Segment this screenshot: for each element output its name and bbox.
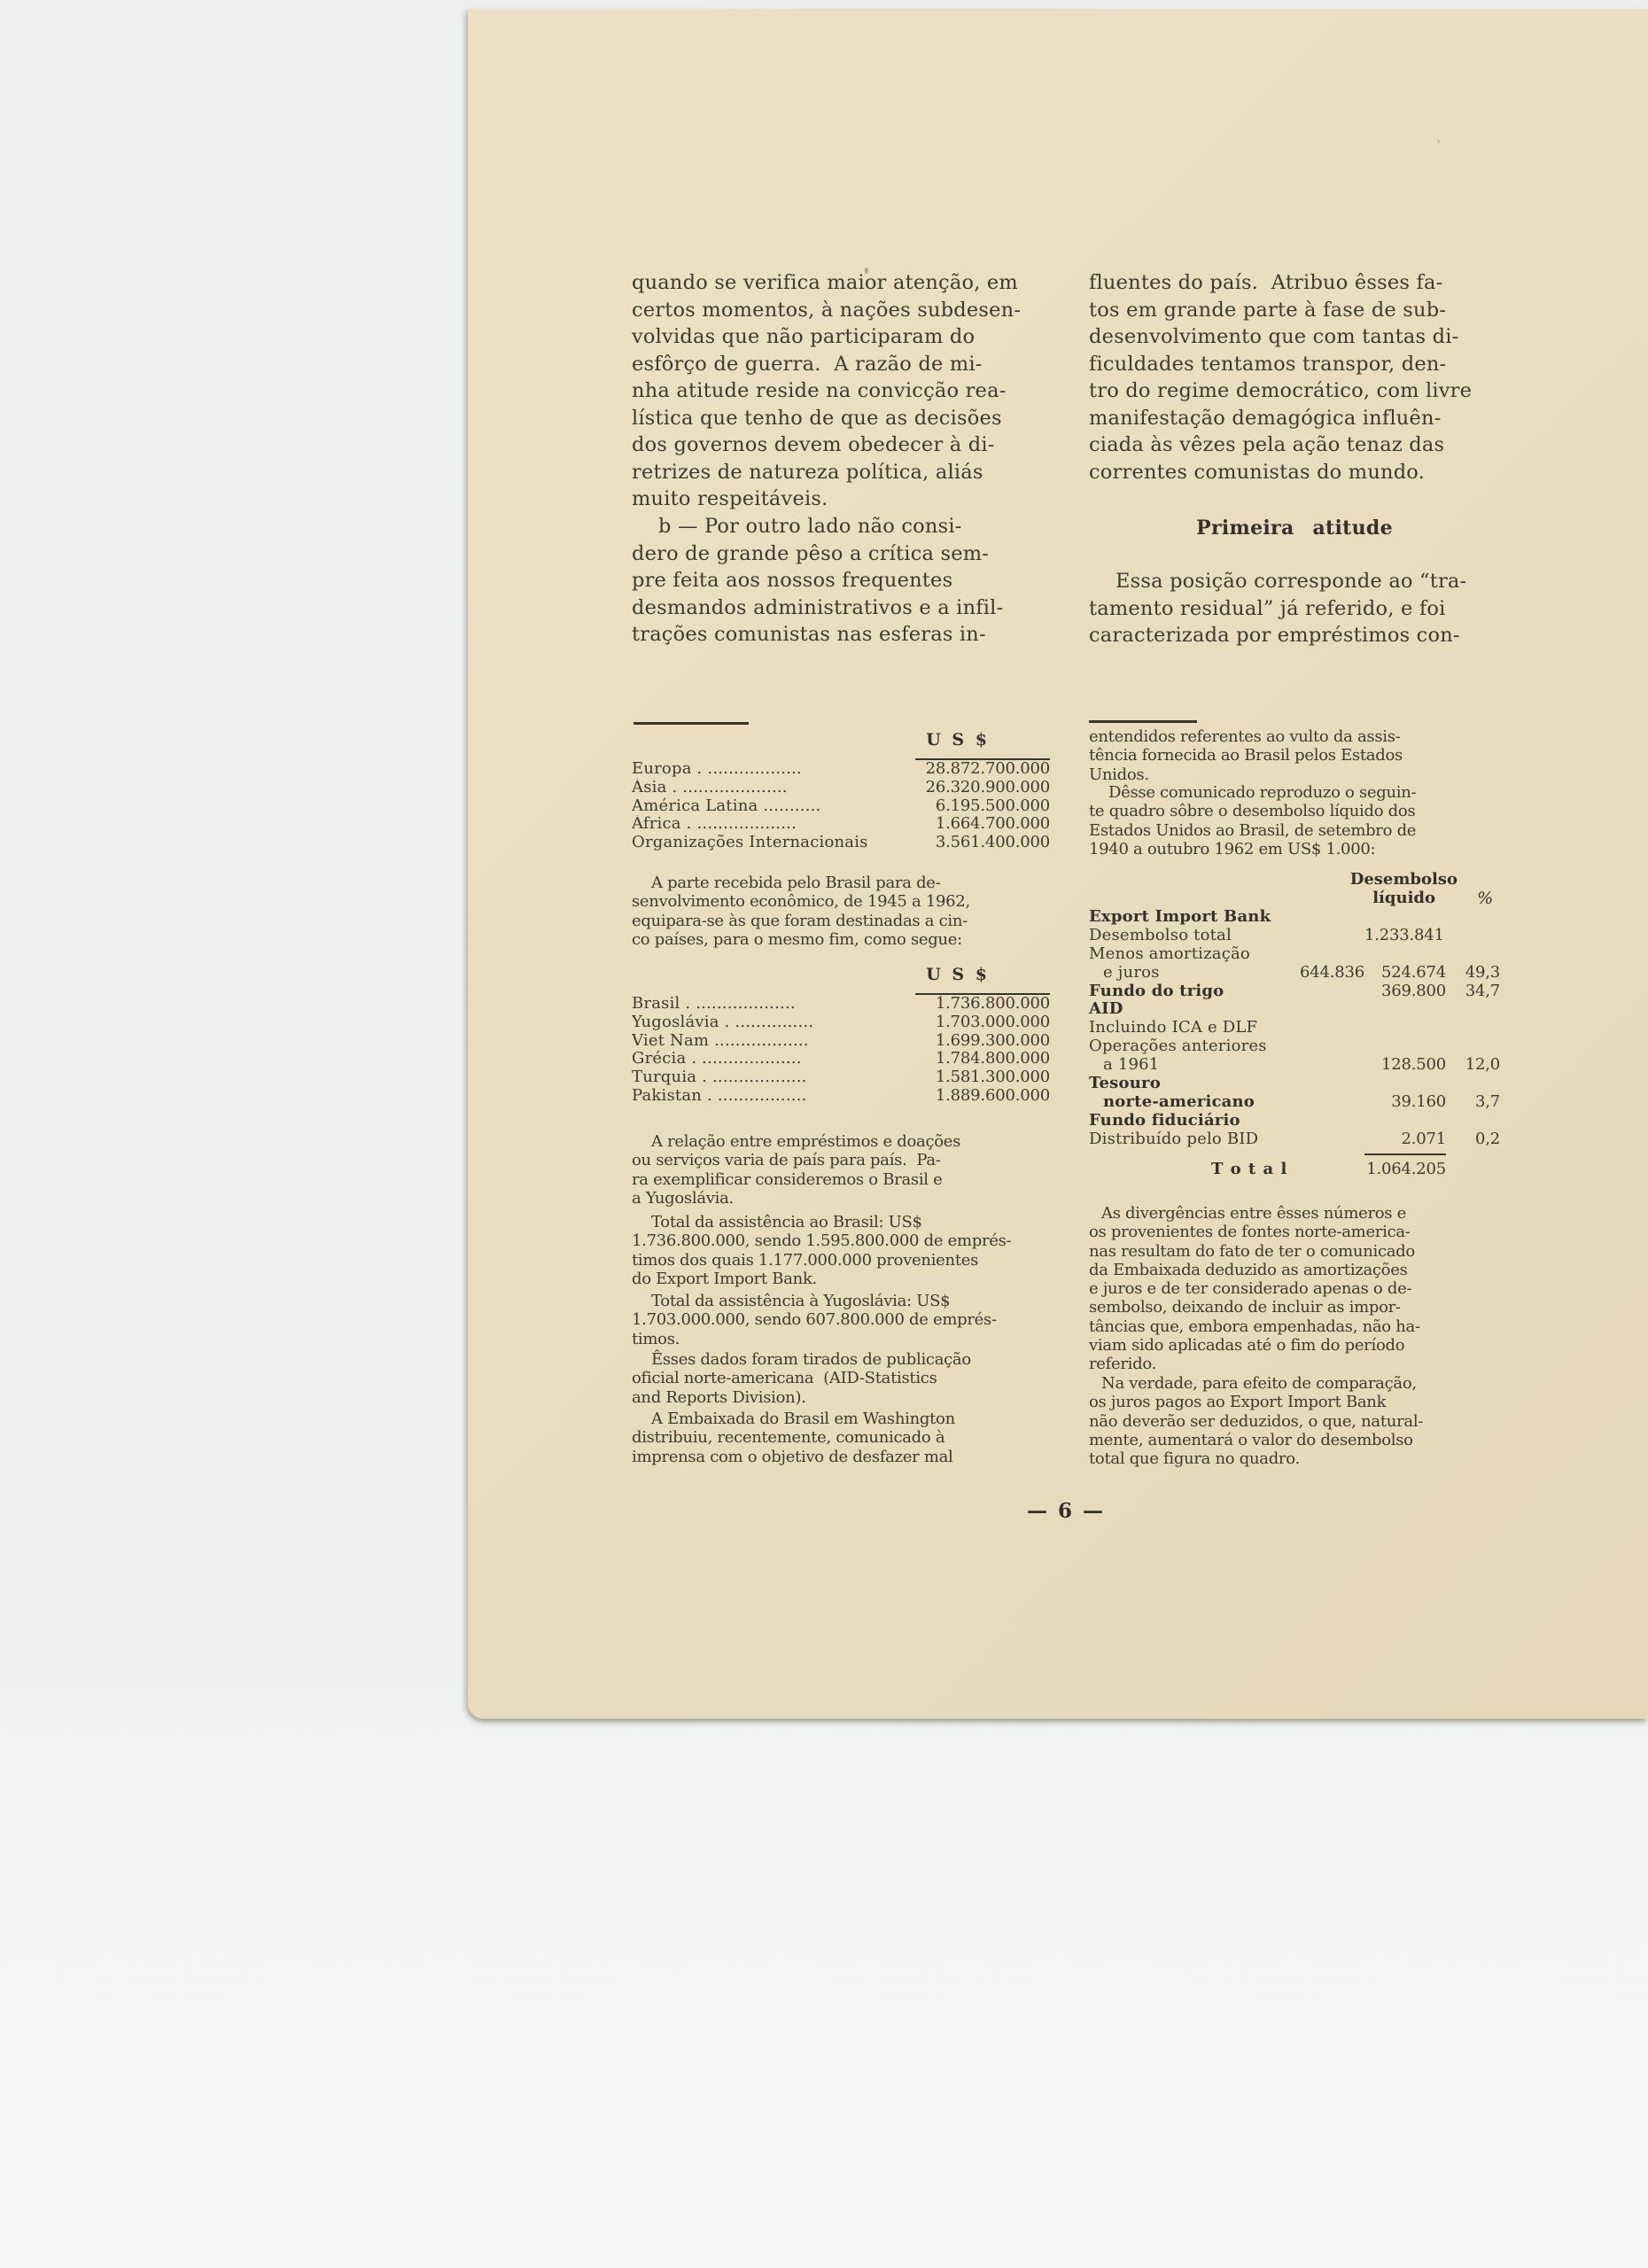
text-line: distribuiu, recentemente, comunicado à: [632, 1428, 945, 1448]
row-value-net: [1364, 945, 1446, 964]
text-line: certos momentos, à nações subdesen-: [632, 298, 1022, 322]
row-label: África . ...................: [632, 815, 797, 834]
row-value-gross: [1290, 1075, 1364, 1093]
text-line: tro do regime democrático, com livre: [1089, 379, 1473, 402]
para-fluentes: [1089, 269, 1500, 485]
table-row: [1089, 1056, 1500, 1075]
table-row: [1089, 927, 1500, 945]
para-total-brasil: [632, 1213, 1050, 1288]
text-line: imprensa com o objetivo de desfazer mal: [632, 1447, 953, 1466]
row-value-percent: [1446, 927, 1500, 945]
total-value: 1.064.205: [1366, 1159, 1446, 1178]
row-label: Export Import Bank: [1089, 907, 1271, 926]
table-row: [632, 995, 1050, 1014]
text-line: e juros e de ter considerado apenas o de-: [1089, 1279, 1412, 1299]
text-line: retrizes de natureza política, aliás: [632, 460, 983, 484]
text-line: não deverão ser deduzidos, o que, natural-: [1089, 1411, 1424, 1431]
row-value-percent: 12,0: [1465, 1055, 1500, 1075]
text-line: b — Por outro lado não consi-: [658, 515, 962, 538]
text-line: mente, aumentará o valor do desembolso: [1089, 1430, 1413, 1449]
text-line: nha atitude reside na convicção rea-: [632, 379, 1007, 402]
row-label: norte-americano: [1103, 1091, 1255, 1111]
text-line: ra exemplificar consideremos o Brasil e: [632, 1169, 943, 1189]
para-fonte: [632, 1350, 1050, 1407]
text-line: Total da assistência à Yugoslávia: US$: [651, 1292, 951, 1310]
row-value-net: [1364, 1037, 1446, 1056]
text-line: A relação entre empréstimos e doações: [651, 1132, 961, 1151]
disbursement-table: [1089, 870, 1500, 1178]
text-line: A Embaixada do Brasil em Washington: [651, 1410, 955, 1428]
row-value: 1.784.800.000: [935, 1049, 1050, 1068]
row-label: Desembolso total: [1089, 925, 1232, 944]
table-row: [1089, 1130, 1500, 1149]
row-value-net: 1.233.841: [1364, 925, 1444, 944]
text-line: 1.703.000.000, sendo 607.800.000 de emprés-: [632, 1310, 997, 1330]
text-line: timos.: [632, 1329, 680, 1348]
table-row: [1089, 964, 1500, 983]
table-row: [632, 1087, 1050, 1106]
row-value-gross: [1290, 1019, 1364, 1037]
table-row: [1089, 908, 1500, 927]
row-value: 26.320.900.000: [925, 777, 1050, 796]
para-divergencias: [1089, 1204, 1500, 1374]
text-line: dos governos devem obedecer à di-: [632, 433, 995, 456]
row-value-percent: [1446, 1019, 1500, 1037]
row-value-percent: [1446, 908, 1500, 927]
table-row: [1089, 1019, 1500, 1037]
row-value-gross: [1290, 1000, 1364, 1019]
text-line: da Embaixada deduzido as amortizações: [1089, 1260, 1408, 1279]
quadro-rows: [1089, 908, 1500, 1178]
text-line: Essa posição corresponde ao “tra-: [1116, 570, 1467, 593]
table-row: [1089, 1112, 1500, 1130]
text-line: tâncias que, embora empenhadas, não ha-: [1089, 1317, 1420, 1336]
text-line: co países, para o mesmo fim, como segue:: [632, 929, 962, 949]
row-value: 3.561.400.000: [935, 833, 1050, 852]
para-parte-recebida: [632, 874, 1050, 949]
table-row: [632, 1068, 1050, 1087]
text-line: equipara-se às que foram destinadas a cin-: [632, 911, 968, 930]
text-line: As divergências entre êsses números e: [1101, 1204, 1407, 1223]
table-row: [632, 760, 1050, 779]
para-entendidos: [1089, 727, 1500, 784]
text-line: te quadro sôbre o desembolso líquido dos: [1089, 802, 1416, 821]
row-label: AID: [1089, 999, 1123, 1019]
col-header-percent: %: [1477, 889, 1493, 908]
text-line: and Reports Division).: [632, 1387, 806, 1407]
countries-aid-table: [632, 963, 1050, 1106]
text-line: muito respeitáveis.: [632, 487, 828, 510]
text-line: Unidos.: [1089, 765, 1149, 784]
text-line: A parte recebida pelo Brasil para de-: [651, 874, 941, 892]
text-line: timos dos quais 1.177.000.000 provenientes: [632, 1250, 979, 1270]
table-row: [632, 815, 1050, 834]
text-line: volvidas que não participaram do: [632, 325, 976, 348]
regions-aid-table: [632, 728, 1050, 852]
table-row: [1089, 1093, 1500, 1112]
row-value-percent: 49,3: [1465, 962, 1500, 982]
text-line: Na verdade, para efeito de comparação,: [1101, 1374, 1417, 1393]
para-essa-posicao: [1089, 568, 1500, 649]
table-row: [632, 1032, 1050, 1051]
table-row: [1089, 1037, 1500, 1056]
row-value-gross: [1290, 908, 1364, 927]
row-label: Organizações Internacionais: [632, 834, 868, 852]
row-label: Turquia . ..................: [632, 1068, 807, 1087]
row-value-percent: 0,2: [1474, 1129, 1500, 1148]
total-label: T o t a l: [1211, 1159, 1288, 1178]
document-paper-sheet: [468, 9, 1648, 1719]
section-rule: [634, 722, 749, 725]
row-label: Operações anteriores: [1089, 1037, 1267, 1056]
text-line: 1940 a outubro 1962 em US$ 1.000:: [1089, 839, 1376, 858]
text-line: desmandos administrativos e a infil-: [632, 595, 1004, 619]
text-line: ficuldades tentamos transpor, den-: [1089, 352, 1447, 376]
para-b: [632, 513, 1050, 649]
row-value-percent: [1446, 1112, 1500, 1130]
row-label: Yugoslávia . ...............: [632, 1013, 814, 1031]
row-value: 1.889.600.000: [935, 1085, 1050, 1105]
text-line: trações comunistas nas esferas in-: [632, 623, 986, 646]
row-label: Europa . ..................: [632, 760, 802, 778]
text-line: Estados Unidos ao Brasil, de setembro de: [1089, 820, 1417, 840]
row-value-gross: [1290, 1112, 1364, 1130]
row-value-net: [1364, 908, 1446, 927]
text-line: esfôrço de guerra. A razão de mi-: [632, 352, 983, 376]
row-label: e juros: [1103, 962, 1160, 982]
row-value: 1.699.300.000: [935, 1030, 1050, 1050]
row-value: 1.664.700.000: [935, 814, 1050, 834]
text-line: caracterizada por empréstimos con-: [1089, 624, 1460, 647]
row-value: 28.872.700.000: [925, 759, 1050, 778]
text-line: viam sido aplicadas até o fim do período: [1089, 1336, 1405, 1355]
row-value: 1.703.000.000: [935, 1012, 1050, 1031]
table-row: [632, 834, 1050, 852]
table-row: [632, 797, 1050, 816]
text-line: ciada às vêzes pela ação tenaz das: [1089, 433, 1445, 456]
text-line: Total da assistência ao Brasil: US$: [651, 1213, 922, 1231]
row-value-gross: [1290, 945, 1364, 964]
text-line: entendidos referentes ao vulto da assis-: [1089, 727, 1401, 746]
total-row: [1089, 1160, 1500, 1178]
para-relacao: [632, 1132, 1050, 1208]
col-header-liquido: líquido: [1372, 889, 1435, 907]
row-value-gross: [1290, 1056, 1364, 1075]
section-heading: Primeira atitude: [1196, 517, 1393, 540]
text-line: quando se verifica maior atenção, em: [632, 271, 1018, 294]
row-value: 1.581.300.000: [935, 1068, 1050, 1087]
row-value-net: 128.500: [1380, 1055, 1446, 1075]
text-line: total que figura no quadro.: [1089, 1449, 1300, 1469]
row-label: Viet Nam ..................: [632, 1031, 809, 1050]
row-value: 1.736.800.000: [935, 994, 1050, 1013]
text-line: os provenientes de fontes norte-america-: [1089, 1223, 1411, 1242]
currency-header: U S $: [926, 730, 990, 750]
row-value-gross: [1290, 927, 1364, 945]
row-value-percent: 34,7: [1465, 981, 1500, 1000]
row-label: Fundo fiduciário: [1089, 1110, 1240, 1130]
table-row: [1089, 1000, 1500, 1019]
quadro-header: [1089, 870, 1500, 908]
row-value-gross: [1290, 1093, 1364, 1112]
row-label: Fundo do trigo: [1089, 981, 1224, 1000]
section-rule: [1089, 720, 1197, 723]
text-line: tos em grande parte à fase de sub-: [1089, 298, 1447, 322]
text-line: senvolvimento econômico, de 1945 a 1962,: [632, 892, 970, 912]
row-value-percent: [1446, 1037, 1500, 1056]
text-line: correntes comunistas do mundo.: [1089, 460, 1426, 484]
row-label: Ásia . ....................: [632, 778, 788, 796]
text-line: Dêsse comunicado reproduzo o seguin-: [1108, 783, 1417, 802]
row-value-net: 39.160: [1391, 1091, 1446, 1111]
para-embaixada: [632, 1410, 1050, 1466]
row-value-percent: [1446, 945, 1500, 964]
table-row: [632, 1050, 1050, 1068]
text-line: fluentes do país. Atribuo êsses fa-: [1089, 271, 1443, 294]
text-line: tência fornecida ao Brasil pelos Estados: [1089, 746, 1403, 765]
text-line: lística que tenho de que as decisões: [632, 406, 1002, 430]
table-row: [1089, 1075, 1500, 1093]
text-line: tamento residual” já referido, e foi: [1089, 596, 1446, 620]
row-value-net: [1364, 1075, 1446, 1093]
row-value-percent: [1446, 1000, 1500, 1019]
text-line: manifestação demagógica influên-: [1089, 406, 1442, 430]
spacer: [1290, 1160, 1364, 1178]
row-value-net: 369.800: [1380, 981, 1446, 1000]
text-line: desenvolvimento que com tantas di-: [1089, 325, 1459, 348]
currency-header: U S $: [926, 965, 990, 984]
row-value-net: [1364, 1019, 1446, 1037]
para-desse-comunicado: [1089, 783, 1500, 858]
row-label: Pakistan . .................: [632, 1086, 807, 1105]
text-line: referido.: [1089, 1355, 1156, 1374]
row-value-net: [1364, 1000, 1446, 1019]
text-line: dero de grande pêso a crítica sem-: [632, 541, 990, 565]
row-value-percent: 3,7: [1474, 1091, 1500, 1111]
text-line: 1.736.800.000, sendo 1.595.800.000 de emprés-: [632, 1231, 1012, 1251]
row-label: América Latina ...........: [632, 796, 821, 815]
text-line: nas resultam do fato de ter o comunicado: [1089, 1241, 1415, 1261]
page-number: — 6 —: [1026, 1499, 1106, 1523]
text-line: pre feita aos nossos frequentes: [632, 569, 953, 592]
total-rule: [1364, 1153, 1446, 1155]
table-row: [632, 779, 1050, 797]
row-label: a 1961: [1103, 1055, 1160, 1075]
row-value-gross: 644.836: [1299, 962, 1364, 982]
left-text-column: [632, 9, 1050, 1719]
text-line: os juros pagos ao Export Import Bank: [1089, 1393, 1387, 1412]
row-value-gross: [1290, 1130, 1364, 1149]
row-value-net: [1364, 1112, 1446, 1130]
right-text-column: [1089, 9, 1500, 1719]
text-line: do Export Import Bank.: [632, 1269, 817, 1288]
row-label: Distribuído pelo BID: [1089, 1129, 1259, 1148]
text-line: sembolso, deixando de incluir as impor-: [1089, 1298, 1401, 1317]
row-label: Incluindo ICA e DLF: [1089, 1018, 1258, 1037]
row-label: Brasil . ...................: [632, 995, 796, 1013]
table-row: [1089, 983, 1500, 1001]
text-line: ou serviços varia de país para país. Pa-: [632, 1151, 941, 1170]
text-line: oficial norte-americana (AID-Statistics: [632, 1369, 937, 1388]
row-label: Tesouro: [1089, 1074, 1161, 1093]
row-value-percent: [1446, 1075, 1500, 1093]
row-value-gross: [1290, 983, 1364, 1001]
row-label: Menos amortização: [1089, 944, 1250, 963]
text-line: a Yugoslávia.: [632, 1188, 734, 1208]
row-value-net: 524.674: [1380, 962, 1446, 982]
table-row: [1089, 945, 1500, 964]
row-value-gross: [1290, 1037, 1364, 1056]
para-na-verdade: [1089, 1374, 1500, 1468]
row-label: Grécia . ...................: [632, 1050, 802, 1068]
para-total-yugoslavia: [632, 1292, 1050, 1348]
table-row: [632, 1014, 1050, 1032]
row-value: 6.195.500.000: [935, 796, 1050, 815]
row-value-net: 2.071: [1401, 1129, 1446, 1148]
para-opening: [632, 269, 1050, 513]
text-line: Êsses dados foram tirados de publicação: [651, 1350, 971, 1369]
col-header-desembolso: Desembolso: [1349, 870, 1458, 889]
